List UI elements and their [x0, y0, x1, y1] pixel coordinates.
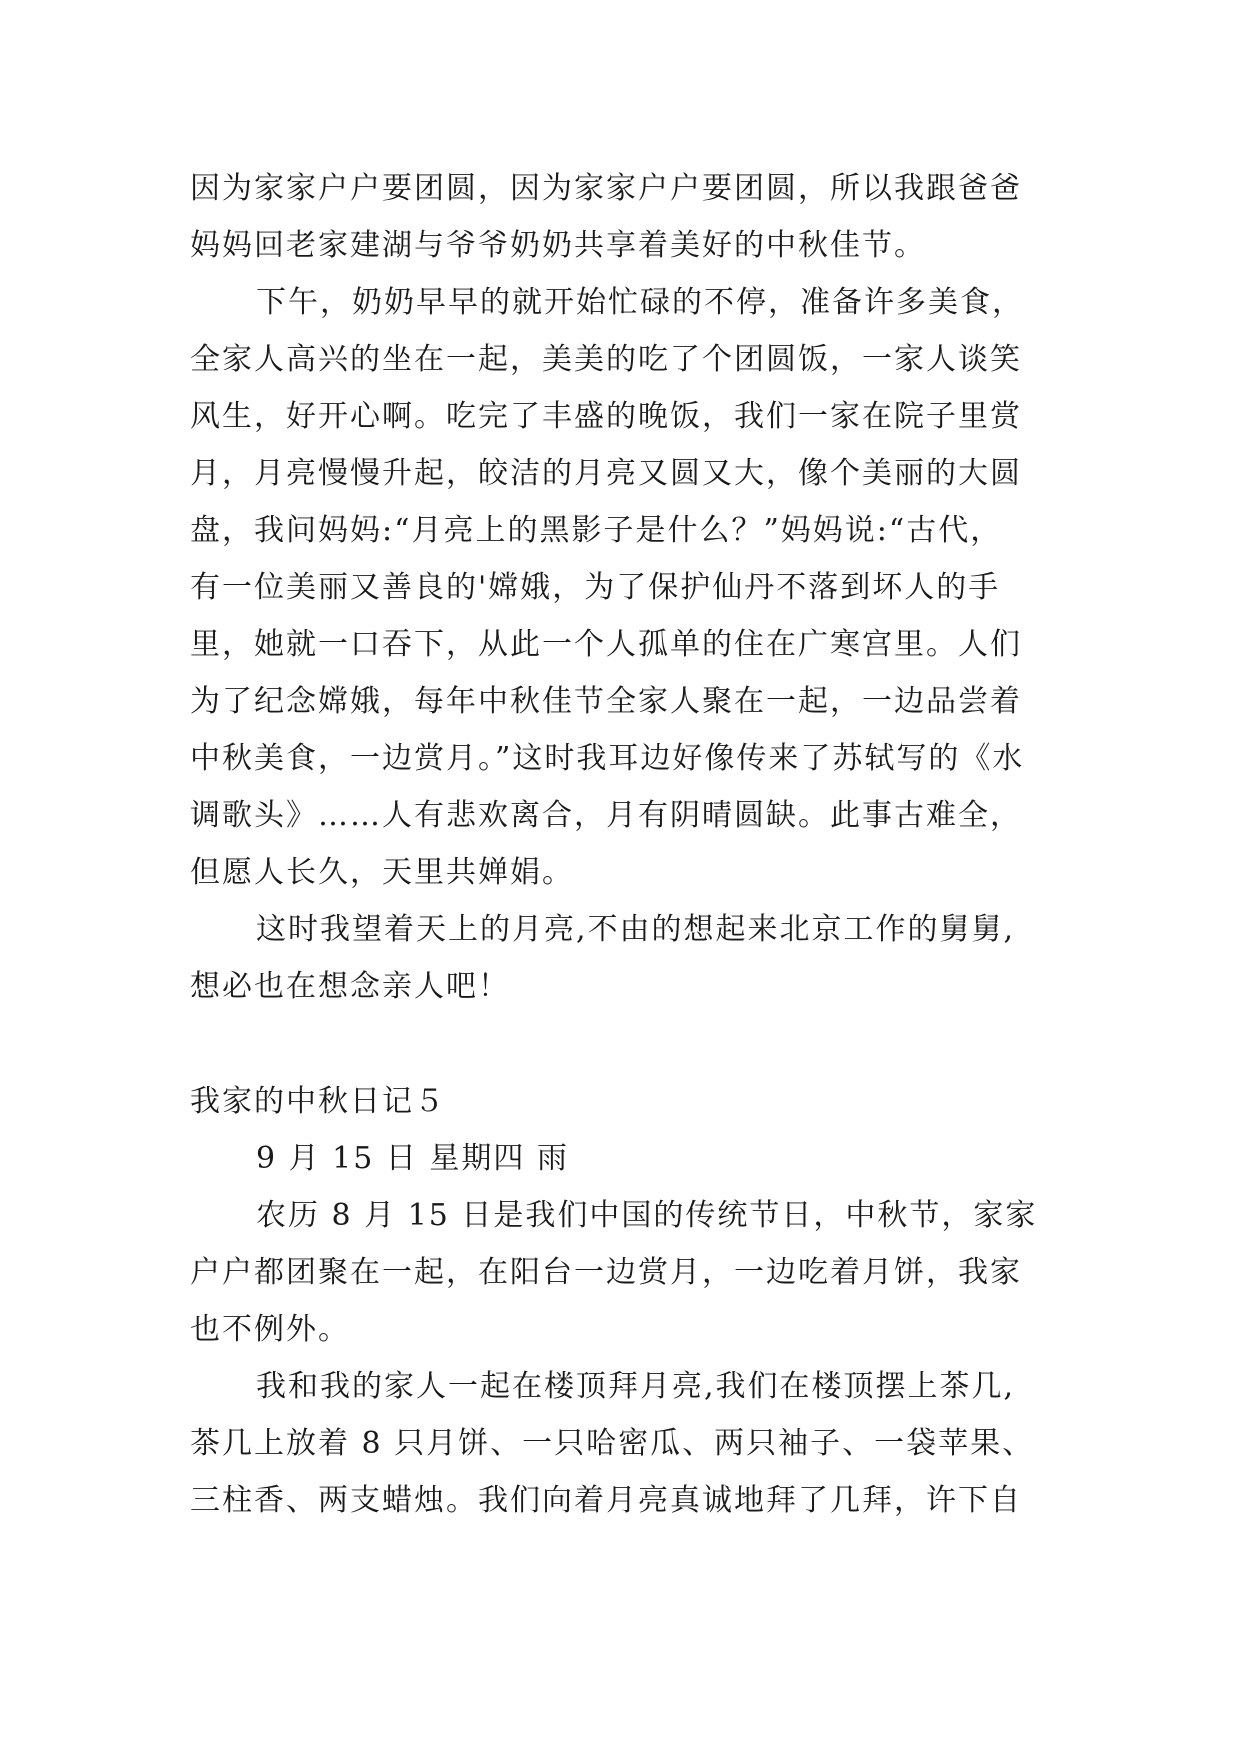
document-body — [190, 160, 1070, 1529]
text-line: 全家人高兴的坐在一起，美美的吃了个团圆饭，一家人谈笑 — [190, 342, 1022, 377]
text-line: 盘，我问妈妈:“月亮上的黑影子是什么？”妈妈说:“古代， — [190, 513, 1003, 548]
text-line: 下午，奶奶早早的就开始忙碌的不停，准备许多美食， — [256, 285, 1024, 320]
paragraph-continuation — [190, 160, 1070, 274]
text-line: 因为家家户户要团圆，因为家家户户要团圆，所以我跟爸爸 — [190, 171, 1022, 206]
text-line: 有一位美丽又善良的'嫦娥，为了保护仙丹不落到坏人的手 — [190, 570, 1001, 605]
text-line: 茶几上放着 8 只月饼、一只哈密瓜、两只袖子、一袋苹果、 — [190, 1426, 1035, 1461]
text-line: 里，她就一口吞下，从此一个人孤单的住在广寒宫里。人们 — [190, 627, 1022, 662]
text-line: 调歌头》……人有悲欢离合，月有阴晴圆缺。此事古难全， — [190, 798, 1022, 833]
text-line: 这时我望着天上的月亮,不由的想起来北京工作的舅舅, — [256, 912, 1016, 947]
text-line: 也不例外。 — [190, 1312, 350, 1347]
text-line: 农历 8 月 15 日是我们中国的传统节日，中秋节，家家 — [256, 1198, 1038, 1233]
text-line: 风生，好开心啊。吃完了丰盛的晚饭，我们一家在院子里赏 — [190, 399, 1022, 434]
text-line: 户户都团聚在一起，在阳台一边赏月，一边吃着月饼，我家 — [190, 1255, 1022, 1290]
text-line: 中秋美食，一边赏月。”这时我耳边好像传来了苏轼写的《水 — [190, 741, 1025, 776]
diary-date: 9 月 15 日 星期四 雨 — [256, 1141, 569, 1176]
text-line: 月，月亮慢慢升起，皎洁的月亮又圆又大，像个美丽的大圆 — [190, 456, 1022, 491]
text-line: 三柱香、两支蜡烛。我们向着月亮真诚地拜了几拜，许下自 — [190, 1483, 1022, 1518]
paragraph-afternoon — [190, 274, 1070, 901]
diary-title: 我家的中秋日记５ — [190, 1084, 446, 1119]
section-spacer — [190, 1015, 1070, 1073]
paragraph-mid-autumn — [190, 1187, 1070, 1358]
paragraph-uncle — [190, 901, 1070, 1015]
text-line: 妈妈回老家建湖与爷爷奶奶共享着美好的中秋佳节。 — [190, 228, 926, 263]
paragraph-rooftop — [190, 1358, 1070, 1529]
text-line: 想必也在想念亲人吧！ — [190, 969, 510, 1004]
text-line: 我和我的家人一起在楼顶拜月亮,我们在楼顶摆上茶几, — [256, 1369, 1016, 1404]
text-line: 但愿人长久，天里共婵娟。 — [190, 855, 574, 890]
text-line: 为了纪念嫦娥，每年中秋佳节全家人聚在一起，一边品尝着 — [190, 684, 1022, 719]
